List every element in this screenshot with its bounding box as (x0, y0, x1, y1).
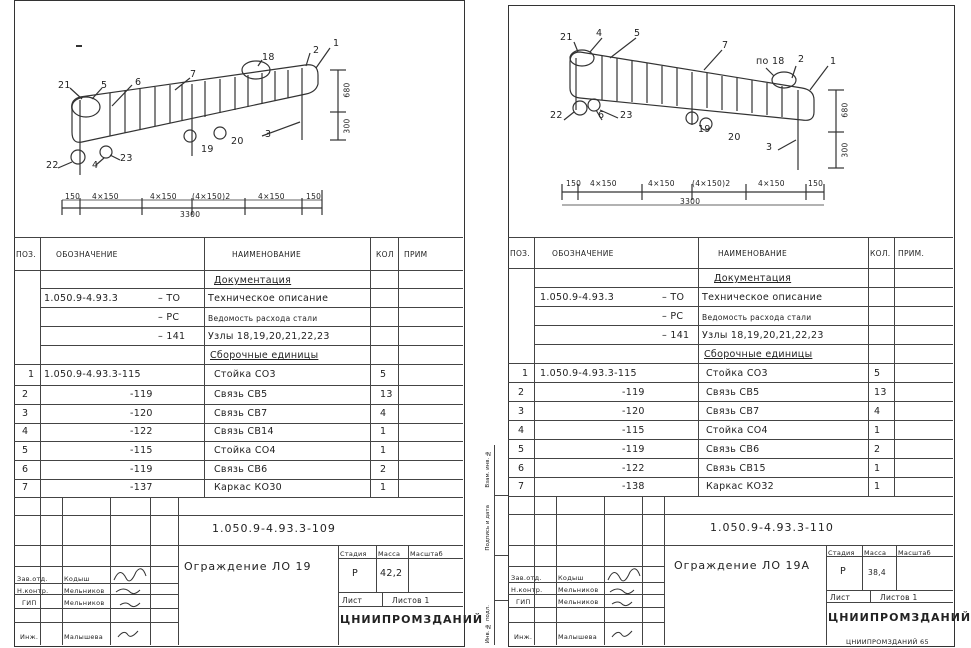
dimension-total: 3300 (180, 210, 201, 219)
row-pos: 5 (518, 444, 525, 455)
col-header-qty: КОЛ. (870, 249, 891, 258)
section-docs: Документация (714, 273, 792, 284)
dimension: 4×150 (590, 179, 617, 188)
section-assemblies: Сборочные единицы (210, 350, 319, 361)
row-name: Связь СВ14 (214, 426, 274, 437)
row-qty: 1 (874, 463, 881, 474)
section-assemblies: Сборочные единицы (704, 349, 813, 360)
role-person: Мельников (558, 598, 599, 606)
dimension: 150 (566, 179, 582, 188)
row-qty: 4 (874, 406, 881, 417)
section-docs: Документация (214, 275, 292, 286)
callout: 22 (550, 110, 563, 121)
row-name: Стойка СО3 (706, 368, 768, 379)
callout: 23 (620, 110, 633, 121)
dimension: 4×150 (258, 192, 285, 201)
row-pos: 4 (518, 425, 525, 436)
row-pos: 1 (28, 369, 35, 380)
doc-name: Ведомость расхода стали (702, 313, 812, 322)
row-name: Каркас КО32 (706, 481, 775, 492)
callout: 6 (135, 77, 142, 88)
sheet-label: Лист (830, 593, 851, 602)
sheets-count: Листов 1 (392, 596, 430, 605)
footer-code: ЦНИИПРОМЗДАНИЙ 65 (846, 638, 929, 646)
dimension-total: 3300 (680, 197, 701, 206)
row-pos: 3 (22, 408, 29, 419)
row-qty: 5 (874, 368, 881, 379)
doc-suffix: – РС (662, 311, 684, 322)
mass-label: Масса (378, 550, 401, 558)
doc-name: Ведомость расхода стали (208, 314, 318, 323)
col-header-note: ПРИМ (404, 250, 428, 259)
col-header-designation: ОБОЗНАЧЕНИЕ (552, 249, 614, 258)
row-code: -137 (130, 482, 153, 493)
dimension: (4×150)2 (692, 179, 731, 188)
callout: по 18 (756, 56, 785, 67)
callout: 7 (722, 40, 729, 51)
row-name: Стойка СО3 (214, 369, 276, 380)
doc-code-title: 1.050.9-4.93.3-109 (212, 522, 336, 535)
row-pos: 7 (22, 482, 29, 493)
doc-suffix: – ТО (662, 292, 685, 303)
callout: 19 (201, 144, 214, 155)
doc-code: 1.050.9-4.93.3 (44, 293, 119, 304)
row-pos: 3 (518, 406, 525, 417)
callout: 1 (333, 38, 340, 49)
role-label: Н.контр. (511, 586, 543, 594)
callout: 4 (92, 160, 99, 171)
row-name: Связь СВ7 (706, 406, 760, 417)
dimension: (4×150)2 (192, 192, 231, 201)
signatures (484, 0, 955, 648)
doc-suffix: – ТО (158, 293, 181, 304)
row-code: -119 (622, 387, 645, 398)
callout: 23 (120, 153, 133, 164)
callout: 1 (830, 56, 837, 67)
row-code: -138 (622, 481, 645, 492)
row-pos: 6 (22, 464, 29, 475)
row-code: 1.050.9-4.93.3-115 (540, 368, 637, 379)
callout: 21 (560, 32, 573, 43)
organization: ЦНИИПРОМЗДАНИЙ (828, 611, 971, 624)
col-header-qty: КОЛ (376, 250, 394, 259)
row-qty: 4 (380, 408, 387, 419)
col-header-pos: ПОЗ. (510, 249, 530, 258)
row-pos: 2 (518, 387, 525, 398)
col-header-name: НАИМЕНОВАНИЕ (718, 249, 787, 258)
role-label: Зав.отд. (511, 574, 542, 582)
row-name: Связь СВ5 (214, 389, 268, 400)
row-name: Связь СВ15 (706, 463, 766, 474)
col-header-designation: ОБОЗНАЧЕНИЕ (56, 250, 118, 259)
row-name: Связь СВ6 (706, 444, 760, 455)
callout: 5 (634, 28, 641, 39)
row-name: Стойка СО4 (214, 445, 276, 456)
row-qty: 5 (380, 369, 387, 380)
role-label: Инж. (20, 633, 39, 641)
role-person: Мельников (64, 587, 105, 595)
row-code: -119 (130, 464, 153, 475)
col-header-pos: ПОЗ. (16, 250, 36, 259)
stamp-signature-date: Подпись и дата (485, 505, 491, 551)
drawing-sheet-left (0, 0, 484, 648)
doc-title: Ограждение ЛО 19 (184, 560, 312, 573)
row-qty: 13 (380, 389, 393, 400)
role-label: ГИП (22, 599, 37, 607)
callout: 2 (313, 45, 320, 56)
dimension: 150 (808, 179, 824, 188)
row-qty: 1 (874, 481, 881, 492)
row-pos: 7 (518, 481, 525, 492)
row-pos: 2 (22, 389, 29, 400)
row-name: Связь СВ5 (706, 387, 760, 398)
stamp-inv-orig: Инв. № подл. (485, 605, 491, 644)
row-qty: 1 (380, 426, 387, 437)
mass-value: 38,4 (868, 568, 886, 577)
doc-code-title: 1.050.9-4.93.3-110 (710, 521, 834, 534)
sheet-label: Лист (342, 596, 363, 605)
doc-suffix: – РС (158, 312, 180, 323)
sheets-count: Листов 1 (880, 593, 918, 602)
role-person: Кодыш (64, 575, 90, 583)
organization: ЦНИИПРОМЗДАНИЙ (340, 613, 484, 626)
doc-name: Техническое описание (208, 293, 329, 304)
row-qty: 13 (874, 387, 887, 398)
row-qty: 1 (380, 445, 387, 456)
row-code: -115 (622, 425, 645, 436)
row-name: Каркас КО30 (214, 482, 283, 493)
callout: 18 (262, 52, 275, 63)
dimension: 4×150 (758, 179, 785, 188)
row-code: -120 (130, 408, 153, 419)
row-name: Стойка СО4 (706, 425, 768, 436)
callout: 2 (798, 54, 805, 65)
col-header-note: ПРИМ. (898, 249, 925, 258)
row-qty: 1 (380, 482, 387, 493)
doc-title: Ограждение ЛО 19А (674, 559, 810, 572)
row-code: -115 (130, 445, 153, 456)
doc-name: Узлы 18,19,20,21,22,23 (208, 331, 330, 342)
role-person: Кодыш (558, 574, 584, 582)
callout: 7 (190, 69, 197, 80)
row-code: -122 (622, 463, 645, 474)
row-pos: 1 (522, 368, 529, 379)
scale-label: Масштаб (898, 549, 931, 557)
role-label: Инж. (514, 633, 533, 641)
dimension: 300 (342, 118, 352, 134)
role-label: Зав.отд. (17, 575, 48, 583)
role-label: ГИП (516, 598, 531, 606)
row-code: -122 (130, 426, 153, 437)
callout: 3 (766, 142, 773, 153)
mass-value: 42,2 (380, 568, 403, 579)
dimension: 150 (65, 192, 81, 201)
doc-name: Узлы 18,19,20,21,22,23 (702, 330, 824, 341)
stage-value: Р (352, 568, 359, 579)
row-code: -119 (130, 389, 153, 400)
role-person: Малышева (64, 633, 104, 641)
row-qty: 2 (874, 444, 881, 455)
row-qty: 2 (380, 464, 387, 475)
callout: 20 (231, 136, 244, 147)
role-person: Мельников (558, 586, 599, 594)
dimension: 680 (342, 82, 352, 98)
dimension: 680 (840, 102, 850, 118)
doc-name: Техническое описание (702, 292, 823, 303)
row-code: -119 (622, 444, 645, 455)
dimension: 150 (306, 192, 322, 201)
row-name: Связь СВ7 (214, 408, 268, 419)
callout: 5 (101, 80, 108, 91)
row-qty: 1 (874, 425, 881, 436)
row-pos: 5 (22, 445, 29, 456)
signatures (0, 0, 470, 648)
row-pos: 6 (518, 463, 525, 474)
row-code: 1.050.9-4.93.3-115 (44, 369, 141, 380)
callout: 21 (58, 80, 71, 91)
row-code: -120 (622, 406, 645, 417)
dimension: 4×150 (92, 192, 119, 201)
doc-suffix: – 141 (158, 331, 186, 342)
doc-suffix: – 141 (662, 330, 690, 341)
row-pos: 4 (22, 426, 29, 437)
dimension: 4×150 (648, 179, 675, 188)
role-person: Мельников (64, 599, 105, 607)
drawing-sheet-right (484, 0, 971, 648)
dimension: 4×150 (150, 192, 177, 201)
role-label: Н.контр. (17, 587, 49, 595)
row-name: Связь СВ6 (214, 464, 268, 475)
dimension: 300 (840, 142, 850, 158)
callout: 6 (598, 110, 605, 121)
callout: 22 (46, 160, 59, 171)
doc-code: 1.050.9-4.93.3 (540, 292, 615, 303)
mass-label: Масса (864, 549, 887, 557)
role-person: Малышева (558, 633, 598, 641)
callout: 19 (698, 124, 711, 135)
stage-label: Стадия (828, 549, 855, 557)
stage-label: Стадия (340, 550, 367, 558)
col-header-name: НАИМЕНОВАНИЕ (232, 250, 301, 259)
callout: 4 (596, 28, 603, 39)
callout: 20 (728, 132, 741, 143)
callout: 3 (265, 129, 272, 140)
stamp-replace-inv: Взам. инв. № (485, 450, 491, 488)
stage-value: Р (840, 566, 847, 577)
scale-label: Масштаб (410, 550, 443, 558)
